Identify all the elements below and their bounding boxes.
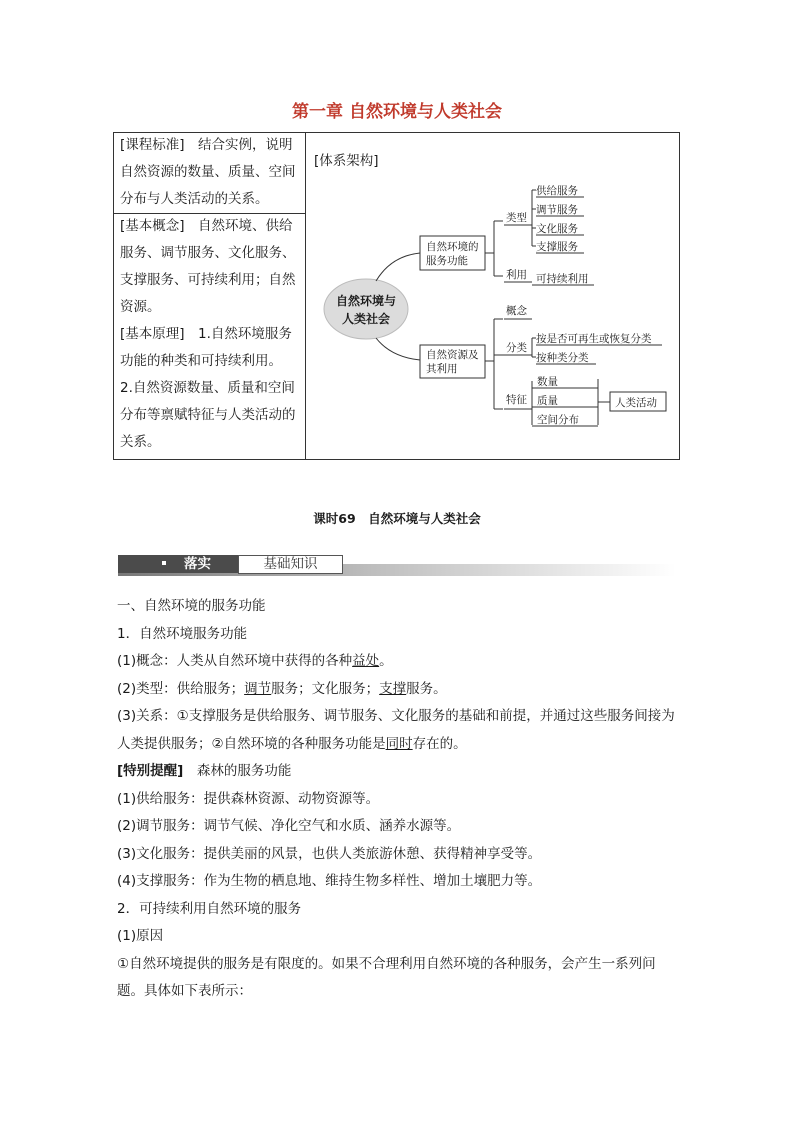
types-text-2: 服务；文化服务； <box>271 680 380 697</box>
type-items <box>532 184 584 253</box>
branch2-label-1: 自然资源及 <box>426 349 479 361</box>
types-line <box>117 676 682 704</box>
use-label: 利用 <box>506 269 527 281</box>
special-tip-label: [特别提醒] <box>117 763 184 779</box>
type-bracket <box>527 190 532 246</box>
feature-item: 质量 <box>537 395 558 407</box>
use-item: 可持续利用 <box>536 273 589 285</box>
concept-label: 概念 <box>506 305 527 317</box>
types-answer-1: 调节 <box>244 680 272 697</box>
heading-1-2: 2．可持续利用自然环境的服务 <box>117 900 302 917</box>
center-node-label-1: 自然环境与 <box>335 294 397 308</box>
activity-label: 人类活动 <box>615 397 657 409</box>
branch2-bracket <box>485 319 503 409</box>
lesson-title: 课时69 自然环境与人类社会 <box>313 511 481 526</box>
branch2-label-2: 其利用 <box>426 363 458 375</box>
class-item: 按种类分类 <box>536 352 589 364</box>
type-item: 供给服务 <box>536 185 578 197</box>
connector-branch1 <box>376 253 420 281</box>
branch1-bracket <box>485 221 503 276</box>
feature-item: 数量 <box>537 376 558 388</box>
forest-regulate: (2)调节服务：调节气候、净化空气和水质、涵养水源等。 <box>117 818 461 834</box>
branch1-label-1: 自然环境的 <box>426 241 479 253</box>
course-standard-cell <box>120 132 303 213</box>
basic-principle-text-1: [基本原理] 1.自然环境服务功能的种类和可持续利用。 <box>120 326 292 369</box>
class-item: 按是否可再生或恢复分类 <box>536 333 652 345</box>
reason-text: ①自然环境提供的服务是有限度的。如果不合理利用自然环境的各种服务，会产生一系列问题。具体如下表所示： <box>117 955 656 999</box>
concept-answer: 益处 <box>352 653 380 669</box>
center-node <box>324 279 408 339</box>
reason-heading: (1)原因 <box>117 928 164 944</box>
type-item: 支撑服务 <box>536 241 578 253</box>
center-node-label-2: 人类社会 <box>341 312 391 326</box>
square-bullet-icon <box>162 561 166 565</box>
special-tip-line <box>117 758 682 786</box>
body-content <box>117 593 682 1006</box>
feature-item: 空间分布 <box>537 414 579 426</box>
class-label: 分类 <box>506 342 527 354</box>
section-banner-light: 基础知识 <box>238 555 343 574</box>
special-tip-title: 森林的服务功能 <box>183 763 292 779</box>
types-answer-2: 支撑 <box>379 680 407 697</box>
concept-text: (1)概念：人类从自然环境中获得的各种 <box>117 653 353 669</box>
structure-diagram <box>306 133 679 459</box>
basic-concepts-text: [基本概念] 自然环境、供给服务、调节服务、文化服务、支撑服务、可持续利用；自然资源。 <box>120 218 296 315</box>
section-banner-dark <box>118 555 238 573</box>
basic-principle-text-2: 2.自然资源数量、质量和空间分布等禀赋特征与人类活动的关系。 <box>120 380 296 450</box>
relation-end: 存在的。 <box>412 735 467 752</box>
branch1-label-2: 服务功能 <box>426 255 468 267</box>
heading-1-1: 1．自然环境服务功能 <box>117 625 248 642</box>
feature-label: 特征 <box>506 394 527 406</box>
heading-1: 一、自然环境的服务功能 <box>117 598 266 614</box>
chapter-title: 第一章 自然环境与人类社会 <box>292 102 502 122</box>
forest-culture: (3)文化服务：提供美丽的风景，也供人类旅游休憩、获得精神享受等。 <box>117 845 542 862</box>
activity-bracket <box>598 379 610 425</box>
relation-text: (3)关系：①支撑服务是供给服务、调节服务、文化服务的基础和前提，并通过这些服务间接为人类提供服务；②自然环境的各种服务功能是 <box>117 708 675 752</box>
type-label: 类型 <box>506 212 527 224</box>
relation-answer: 同时 <box>385 735 413 752</box>
concept-line <box>117 648 682 676</box>
forest-support: (4)支撑服务：作为生物的栖息地、维持生物多样性、增加土壤肥力等。 <box>117 873 542 889</box>
banner-dark-label: 落实 <box>184 556 211 572</box>
course-standard-text: [课程标准] 结合实例，说明自然资源的数量、质量、空间分布与人类活动的关系。 <box>120 137 296 207</box>
diagram-heading: [体系架构] <box>314 153 379 169</box>
type-item: 文化服务 <box>536 223 578 235</box>
forest-supply: (1)供给服务：提供森林资源、动物资源等。 <box>117 790 380 807</box>
concepts-cell <box>120 213 303 456</box>
types-text-1: (2)类型：供给服务； <box>117 680 245 697</box>
connector-branch2 <box>376 338 420 360</box>
types-text-3: 服务。 <box>406 680 447 697</box>
relation-line <box>117 703 682 758</box>
type-item: 调节服务 <box>536 204 578 216</box>
concept-end: 。 <box>379 653 393 669</box>
